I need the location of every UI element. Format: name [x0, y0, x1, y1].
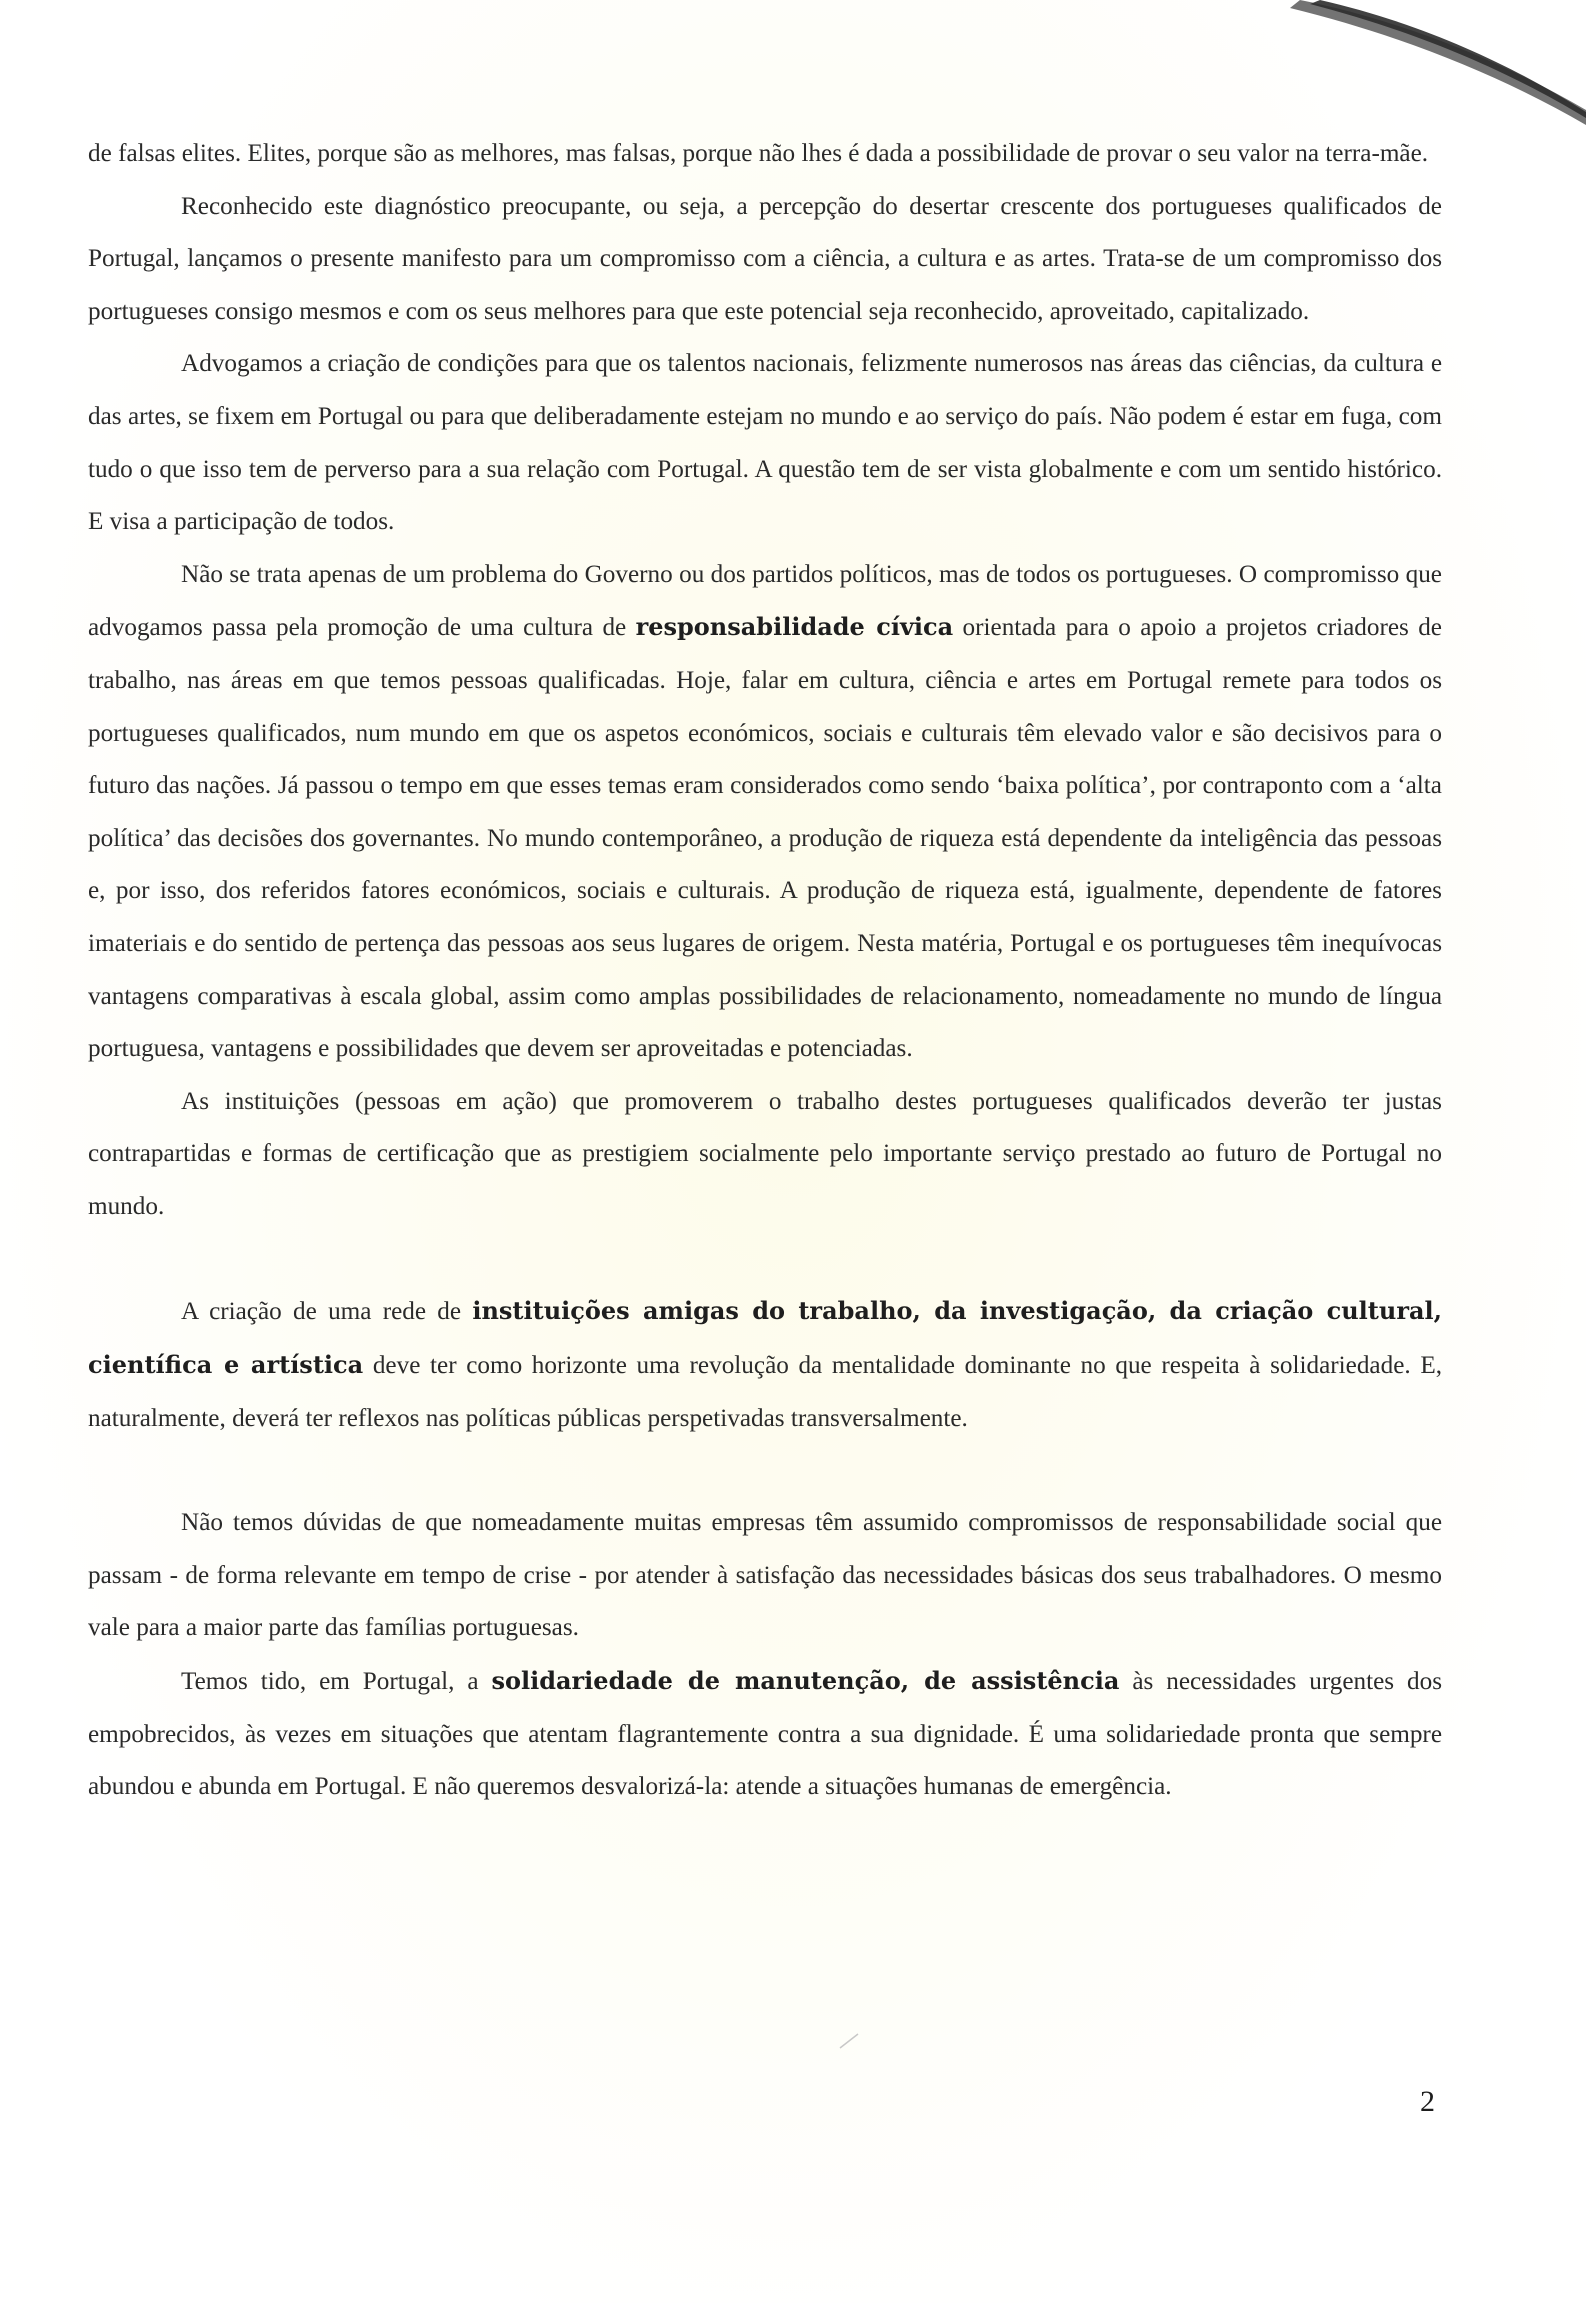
paragraph-p8	[88, 1655, 1442, 1814]
pen-mark	[838, 2030, 862, 2050]
paragraph-p6	[88, 1285, 1442, 1445]
paragraph-p2	[88, 181, 1442, 339]
text-run: deve ter como horizonte uma revolução da mentalidade dominante no que respeita à solidariedade. E, naturalmente, deverá ter reflexos nas políticas públicas perspetivadas transversalmente.	[88, 1352, 1442, 1432]
paragraph-p7	[88, 1497, 1442, 1655]
text-run: às necessidades urgentes dos empobrecidos, às vezes em situações que atentam flagrantemente contra a sua dignidade. É uma solidariedade pronta que sempre abundou e abunda em Portugal. E não queremos desvalorizá-la: atende a situações humanas de emergência.	[88, 1668, 1443, 1801]
paragraph-p5	[88, 1076, 1442, 1234]
paragraph-gap	[88, 1233, 1442, 1285]
paragraph-p4	[88, 549, 1442, 1076]
paragraph-p3	[88, 338, 1442, 548]
text-run: A criação de uma rede de	[181, 1298, 473, 1326]
text-run: Reconhecido este diagnóstico preocupante, ou seja, a percepção do desertar crescente dos portugueses qualificados de Portugal, lançamos o presente manifesto para um compromisso com a ciência, a cultura e as artes. Trata-se de um compromisso dos portugueses consigo mesmos e com os seus melhores para que este potencial seja reconhecido, aproveitado, capitalizado.	[88, 192, 1442, 325]
text-run: orientada para o apoio a projetos criadores de trabalho, nas áreas em que temos pessoas qualificadas. Hoje, falar em cultura, ciência e artes em Portugal remete para todos os portugueses qualificados, num mundo em que os aspetos económicos, sociais e culturais têm elevado valor e são decisivos para o futuro das nações. Já passou o tempo em que esses temas eram considerados como sendo ‘baixa política’, por contraponto com a ‘alta política’ das decisões dos governantes. No mundo contemporâneo, a produção de riqueza está dependente da inteligência das pessoas e, por isso, dos referidos fatores económicos, sociais e culturais. A produção de riqueza está, igualmente, dependente de fatores imateriais e do sentido de pertença das pessoas aos seus lugares de origem. Nesta matéria, Portugal e os portugueses têm inequívocas vantagens comparativas à escala global, assim como amplas possibilidades de relacionamento, nomeadamente no mundo de língua portuguesa, vantagens e possibilidades que devem ser aproveitadas e potenciadas.	[88, 614, 1442, 1063]
text-run: As instituições (pessoas em ação) que promoverem o trabalho destes portugueses qualificados deverão ter justas contrapartidas e formas de certificação que as prestigiem socialmente pelo importante serviço prestado ao futuro de Portugal no mundo.	[88, 1087, 1442, 1220]
page-curl-shadow	[0, 0, 1586, 140]
paragraph-p1	[88, 128, 1442, 181]
text-run: Não temos dúvidas de que nomeadamente muitas empresas têm assumido compromissos de responsabilidade social que passam - de forma relevante em tempo de crise - por atender à satisfação das necessidades básicas dos seus trabalhadores. O mesmo vale para a maior parte das famílias portuguesas.	[88, 1509, 1442, 1642]
text-run: Não se trata apenas de um problema do Governo ou dos partidos políticos, mas de todos os portugueses. O compromisso que advogamos passa pela promoção de uma cultura de	[88, 560, 1442, 642]
page-number: 2	[1420, 2085, 1435, 2118]
bold-phrase: solidariedade de manutenção, de assistência	[491, 1666, 1120, 1696]
bold-phrase: responsabilidade cívica	[635, 612, 954, 642]
paragraph-gap	[88, 1445, 1442, 1497]
text-run: Temos tido, em Portugal, a	[181, 1668, 492, 1696]
text-run: Advogamos a criação de condições para que os talentos nacionais, felizmente numerosos nas áreas das ciências, da cultura e das artes, se fixem em Portugal ou para que deliberadamente estejam no mundo e ao serviço do país. Não podem é estar em fuga, com tudo o que isso tem de perverso para a sua relação com Portugal. A questão tem de ser vista globalmente e com um sentido histórico. E visa a participação de todos.	[88, 350, 1442, 536]
body-text	[88, 128, 1442, 1814]
text-run: de falsas elites. Elites, porque são as melhores, mas falsas, porque não lhes é dada a possibilidade de provar o seu valor na terra-mãe.	[88, 140, 1429, 167]
bold-phrase: instituições amigas do trabalho, da investigação, da criação cultural, científica e artística	[88, 1296, 1443, 1380]
